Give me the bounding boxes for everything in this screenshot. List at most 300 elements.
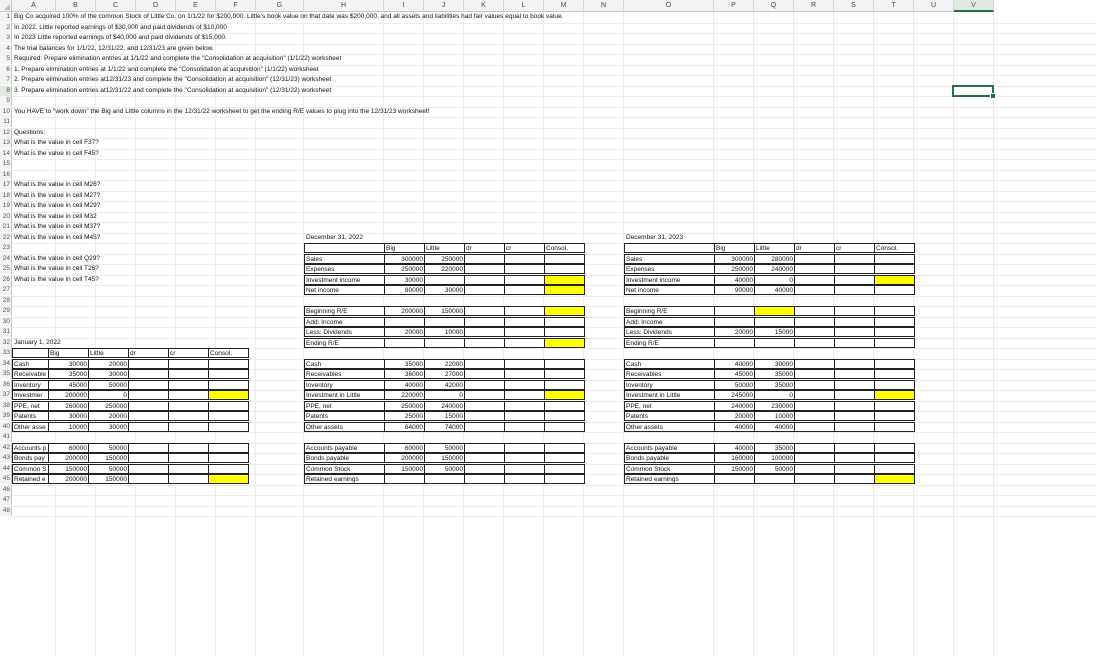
account-label[interactable]: Retained e (12, 474, 49, 484)
value-cell[interactable] (168, 422, 209, 432)
value-cell[interactable]: 30000 (754, 359, 795, 369)
value-cell[interactable] (168, 390, 209, 400)
value-cell[interactable] (874, 411, 915, 421)
column-header-a[interactable]: A (12, 0, 56, 12)
value-cell[interactable] (834, 306, 875, 316)
value-cell[interactable] (834, 327, 875, 337)
value-cell[interactable]: 245000 (714, 390, 755, 400)
value-cell[interactable] (794, 317, 835, 327)
value-cell[interactable]: 150000 (424, 306, 465, 316)
account-label[interactable]: Other assets (624, 422, 715, 432)
value-cell[interactable] (794, 464, 835, 474)
value-cell[interactable]: 30000 (48, 359, 89, 369)
account-label[interactable]: Common Stock (304, 464, 385, 474)
value-cell[interactable]: 64000 (384, 422, 425, 432)
value-cell[interactable] (874, 380, 915, 390)
value-cell[interactable] (424, 275, 465, 285)
value-cell[interactable] (464, 264, 505, 274)
value-cell[interactable]: 50000 (424, 464, 465, 474)
value-cell[interactable]: 220000 (384, 390, 425, 400)
value-cell[interactable] (384, 317, 425, 327)
value-cell[interactable] (504, 411, 545, 421)
account-label[interactable]: Expenses (624, 264, 715, 274)
value-cell[interactable] (464, 401, 505, 411)
account-label[interactable]: Receivable (12, 369, 49, 379)
column-header-g[interactable]: G (256, 0, 304, 12)
row-header-19[interactable]: 19 (0, 201, 12, 211)
row-header-42[interactable]: 42 (0, 443, 12, 453)
value-cell[interactable] (874, 359, 915, 369)
value-cell[interactable] (464, 327, 505, 337)
value-cell[interactable] (754, 474, 795, 484)
value-cell[interactable] (874, 264, 915, 274)
row-header-15[interactable]: 15 (0, 159, 12, 169)
value-cell[interactable]: 50000 (88, 464, 129, 474)
value-cell[interactable]: 30000 (384, 275, 425, 285)
value-cell[interactable] (794, 380, 835, 390)
value-cell[interactable]: 20000 (88, 359, 129, 369)
select-all-corner[interactable] (0, 0, 12, 12)
row-header-16[interactable]: 16 (0, 170, 12, 180)
value-cell[interactable] (464, 422, 505, 432)
row-header-45[interactable]: 45 (0, 474, 12, 484)
value-cell[interactable]: 27000 (424, 369, 465, 379)
value-cell[interactable] (464, 359, 505, 369)
value-cell[interactable] (874, 453, 915, 463)
row-header-36[interactable]: 36 (0, 380, 12, 390)
column-header-u[interactable]: U (914, 0, 954, 12)
value-cell[interactable]: 10000 (48, 422, 89, 432)
value-cell[interactable] (874, 369, 915, 379)
value-cell[interactable] (504, 285, 545, 295)
value-cell[interactable]: 50000 (754, 464, 795, 474)
row-header-46[interactable]: 46 (0, 485, 12, 495)
value-cell[interactable]: 40000 (714, 422, 755, 432)
account-label[interactable]: Bonds pay (12, 453, 49, 463)
row-header-33[interactable]: 33 (0, 348, 12, 358)
value-cell[interactable] (504, 275, 545, 285)
value-cell[interactable] (208, 453, 249, 463)
row-header-6[interactable]: 6 (0, 65, 12, 75)
value-cell[interactable]: 45000 (48, 380, 89, 390)
value-cell[interactable] (794, 369, 835, 379)
value-cell[interactable]: 50000 (424, 443, 465, 453)
value-cell[interactable] (464, 306, 505, 316)
account-label[interactable]: Retained earnings (304, 474, 385, 484)
account-label[interactable]: Inventory (624, 380, 715, 390)
value-cell[interactable] (128, 422, 169, 432)
value-cell[interactable] (464, 275, 505, 285)
value-cell[interactable] (504, 453, 545, 463)
row-header-13[interactable]: 13 (0, 138, 12, 148)
row-header-17[interactable]: 17 (0, 180, 12, 190)
account-label[interactable]: Accounts payable (624, 443, 715, 453)
value-cell[interactable]: 30000 (48, 411, 89, 421)
row-header-32[interactable]: 32 (0, 338, 12, 348)
value-cell[interactable] (208, 380, 249, 390)
value-cell[interactable] (128, 411, 169, 421)
row-header-2[interactable]: 2 (0, 23, 12, 33)
value-cell[interactable]: 100000 (754, 453, 795, 463)
value-cell[interactable] (794, 411, 835, 421)
account-label[interactable]: Cash (624, 359, 715, 369)
value-cell[interactable] (794, 264, 835, 274)
value-cell[interactable]: 30000 (88, 369, 129, 379)
value-cell[interactable] (424, 338, 465, 348)
column-header-p[interactable]: P (714, 0, 754, 12)
row-header-12[interactable]: 12 (0, 128, 12, 138)
column-header-i[interactable]: I (384, 0, 424, 12)
value-cell[interactable] (794, 453, 835, 463)
account-label[interactable]: Add: Income (624, 317, 715, 327)
account-label[interactable]: Net income (624, 285, 715, 295)
value-cell[interactable]: 0 (424, 390, 465, 400)
value-cell[interactable] (794, 285, 835, 295)
value-cell[interactable] (544, 411, 585, 421)
value-cell[interactable] (874, 464, 915, 474)
row-header-43[interactable]: 43 (0, 453, 12, 463)
row-header-48[interactable]: 48 (0, 506, 12, 516)
row-header-39[interactable]: 39 (0, 411, 12, 421)
column-header-r[interactable]: R (794, 0, 834, 12)
value-cell[interactable] (168, 443, 209, 453)
value-cell[interactable] (794, 327, 835, 337)
account-label[interactable]: Bonds payable (624, 453, 715, 463)
value-cell[interactable]: 160000 (714, 453, 755, 463)
value-cell[interactable] (464, 474, 505, 484)
value-cell[interactable] (794, 275, 835, 285)
value-cell[interactable]: 80000 (384, 285, 425, 295)
value-cell[interactable]: 40000 (754, 285, 795, 295)
value-cell[interactable] (168, 369, 209, 379)
value-cell[interactable] (128, 390, 169, 400)
value-cell[interactable]: 35000 (384, 359, 425, 369)
value-cell[interactable] (504, 390, 545, 400)
column-header-b[interactable]: B (56, 0, 96, 12)
value-cell[interactable]: 0 (88, 390, 129, 400)
value-cell[interactable] (794, 306, 835, 316)
value-cell[interactable] (544, 422, 585, 432)
account-label[interactable]: Investment in Little (624, 390, 715, 400)
value-cell[interactable] (504, 380, 545, 390)
value-cell[interactable] (874, 285, 915, 295)
answer-cell[interactable] (874, 390, 915, 400)
value-cell[interactable]: 50000 (88, 380, 129, 390)
value-cell[interactable] (834, 317, 875, 327)
value-cell[interactable] (544, 317, 585, 327)
value-cell[interactable] (834, 264, 875, 274)
account-label[interactable]: Patents (12, 411, 49, 421)
row-header-44[interactable]: 44 (0, 464, 12, 474)
value-cell[interactable] (794, 390, 835, 400)
value-cell[interactable]: 20000 (714, 411, 755, 421)
value-cell[interactable]: 30000 (88, 422, 129, 432)
value-cell[interactable] (128, 474, 169, 484)
value-cell[interactable]: 200000 (384, 306, 425, 316)
value-cell[interactable] (504, 474, 545, 484)
column-header-s[interactable]: S (834, 0, 874, 12)
value-cell[interactable]: 40000 (714, 443, 755, 453)
value-cell[interactable] (504, 264, 545, 274)
value-cell[interactable] (874, 327, 915, 337)
value-cell[interactable] (714, 338, 755, 348)
answer-cell[interactable] (208, 390, 249, 400)
value-cell[interactable]: 40000 (714, 275, 755, 285)
value-cell[interactable]: 35000 (754, 369, 795, 379)
value-cell[interactable]: 260000 (48, 401, 89, 411)
row-header-1[interactable]: 1 (0, 12, 12, 22)
account-label[interactable]: Add: Income (304, 317, 385, 327)
account-label[interactable]: Accounts p (12, 443, 49, 453)
value-cell[interactable] (464, 464, 505, 474)
value-cell[interactable] (504, 464, 545, 474)
value-cell[interactable] (794, 359, 835, 369)
answer-cell[interactable] (544, 285, 585, 295)
value-cell[interactable] (874, 317, 915, 327)
value-cell[interactable] (544, 359, 585, 369)
account-label[interactable]: Investment income (624, 275, 715, 285)
value-cell[interactable]: 150000 (384, 464, 425, 474)
value-cell[interactable] (208, 401, 249, 411)
value-cell[interactable] (544, 327, 585, 337)
row-header-23[interactable]: 23 (0, 243, 12, 253)
row-header-10[interactable]: 10 (0, 107, 12, 117)
value-cell[interactable] (714, 306, 755, 316)
value-cell[interactable] (834, 443, 875, 453)
value-cell[interactable] (504, 338, 545, 348)
row-header-26[interactable]: 26 (0, 275, 12, 285)
value-cell[interactable] (874, 443, 915, 453)
account-label[interactable]: Inventory (304, 380, 385, 390)
value-cell[interactable] (544, 254, 585, 264)
value-cell[interactable] (714, 474, 755, 484)
value-cell[interactable] (168, 453, 209, 463)
account-label[interactable]: Investment income (304, 275, 385, 285)
value-cell[interactable]: 35000 (48, 369, 89, 379)
answer-cell[interactable] (874, 275, 915, 285)
value-cell[interactable] (544, 369, 585, 379)
value-cell[interactable] (834, 359, 875, 369)
value-cell[interactable]: 300000 (714, 254, 755, 264)
value-cell[interactable] (464, 369, 505, 379)
value-cell[interactable]: 250000 (424, 254, 465, 264)
value-cell[interactable]: 20000 (714, 327, 755, 337)
value-cell[interactable] (128, 464, 169, 474)
value-cell[interactable]: 200000 (48, 453, 89, 463)
row-header-41[interactable]: 41 (0, 432, 12, 442)
answer-cell[interactable] (754, 306, 795, 316)
row-header-14[interactable]: 14 (0, 149, 12, 159)
column-header-c[interactable]: C (96, 0, 136, 12)
value-cell[interactable] (128, 443, 169, 453)
value-cell[interactable] (464, 380, 505, 390)
row-header-28[interactable]: 28 (0, 296, 12, 306)
row-header-40[interactable]: 40 (0, 422, 12, 432)
value-cell[interactable] (874, 254, 915, 264)
value-cell[interactable]: 250000 (714, 264, 755, 274)
row-header-31[interactable]: 31 (0, 327, 12, 337)
value-cell[interactable]: 36000 (384, 369, 425, 379)
value-cell[interactable] (834, 464, 875, 474)
value-cell[interactable]: 20000 (384, 327, 425, 337)
value-cell[interactable]: 90000 (714, 285, 755, 295)
account-label[interactable]: Cash (12, 359, 49, 369)
row-header-11[interactable]: 11 (0, 117, 12, 127)
row-header-37[interactable]: 37 (0, 390, 12, 400)
value-cell[interactable] (504, 327, 545, 337)
value-cell[interactable]: 200000 (48, 474, 89, 484)
value-cell[interactable] (834, 254, 875, 264)
value-cell[interactable]: 10000 (754, 411, 795, 421)
account-label[interactable]: Sales (304, 254, 385, 264)
account-label[interactable]: Common S (12, 464, 49, 474)
answer-cell[interactable] (544, 338, 585, 348)
value-cell[interactable]: 250000 (384, 401, 425, 411)
value-cell[interactable] (208, 422, 249, 432)
value-cell[interactable] (834, 338, 875, 348)
account-label[interactable]: Other asse (12, 422, 49, 432)
account-label[interactable]: Other assets (304, 422, 385, 432)
value-cell[interactable] (834, 285, 875, 295)
row-header-22[interactable]: 22 (0, 233, 12, 243)
value-cell[interactable] (544, 401, 585, 411)
account-label[interactable]: PPE, net (12, 401, 49, 411)
value-cell[interactable] (504, 359, 545, 369)
row-header-5[interactable]: 5 (0, 54, 12, 64)
value-cell[interactable]: 10000 (424, 327, 465, 337)
value-cell[interactable]: 30000 (424, 285, 465, 295)
value-cell[interactable] (424, 317, 465, 327)
value-cell[interactable]: 150000 (88, 453, 129, 463)
account-label[interactable]: Retained earnings (624, 474, 715, 484)
value-cell[interactable] (464, 411, 505, 421)
account-label[interactable]: Beginning R/E (304, 306, 385, 316)
value-cell[interactable]: 200000 (48, 390, 89, 400)
value-cell[interactable] (504, 254, 545, 264)
row-header-18[interactable]: 18 (0, 191, 12, 201)
row-header-3[interactable]: 3 (0, 33, 12, 43)
value-cell[interactable] (464, 390, 505, 400)
value-cell[interactable]: 40000 (754, 422, 795, 432)
value-cell[interactable] (504, 369, 545, 379)
value-cell[interactable]: 220000 (424, 264, 465, 274)
row-header-30[interactable]: 30 (0, 317, 12, 327)
value-cell[interactable] (794, 401, 835, 411)
value-cell[interactable] (464, 317, 505, 327)
value-cell[interactable] (834, 275, 875, 285)
value-cell[interactable]: 50000 (88, 443, 129, 453)
value-cell[interactable] (208, 443, 249, 453)
account-label[interactable]: Common Stock (624, 464, 715, 474)
answer-cell[interactable] (874, 474, 915, 484)
value-cell[interactable]: 150000 (48, 464, 89, 474)
account-label[interactable]: Beginning R/E (624, 306, 715, 316)
value-cell[interactable] (544, 474, 585, 484)
value-cell[interactable] (168, 474, 209, 484)
row-header-7[interactable]: 7 (0, 75, 12, 85)
value-cell[interactable]: 250000 (384, 264, 425, 274)
value-cell[interactable]: 240000 (714, 401, 755, 411)
account-label[interactable]: Ending R/E (624, 338, 715, 348)
row-header-24[interactable]: 24 (0, 254, 12, 264)
answer-cell[interactable] (544, 306, 585, 316)
value-cell[interactable]: 22000 (424, 359, 465, 369)
column-header-j[interactable]: J (424, 0, 464, 12)
value-cell[interactable] (834, 401, 875, 411)
value-cell[interactable]: 240000 (754, 264, 795, 274)
value-cell[interactable] (464, 453, 505, 463)
row-header-21[interactable]: 21 (0, 222, 12, 232)
value-cell[interactable]: 200000 (384, 453, 425, 463)
value-cell[interactable]: 50000 (714, 380, 755, 390)
value-cell[interactable] (544, 464, 585, 474)
account-label[interactable]: Accounts payable (304, 443, 385, 453)
value-cell[interactable] (128, 380, 169, 390)
column-header-k[interactable]: K (464, 0, 504, 12)
value-cell[interactable] (464, 254, 505, 264)
value-cell[interactable] (464, 443, 505, 453)
value-cell[interactable] (794, 422, 835, 432)
value-cell[interactable] (834, 474, 875, 484)
value-cell[interactable] (544, 443, 585, 453)
account-label[interactable]: PPE, net (304, 401, 385, 411)
value-cell[interactable] (208, 411, 249, 421)
column-header-d[interactable]: D (136, 0, 176, 12)
value-cell[interactable] (168, 380, 209, 390)
value-cell[interactable] (754, 338, 795, 348)
account-label[interactable]: Ending R/E (304, 338, 385, 348)
row-header-35[interactable]: 35 (0, 369, 12, 379)
value-cell[interactable] (874, 306, 915, 316)
value-cell[interactable] (504, 306, 545, 316)
value-cell[interactable] (874, 422, 915, 432)
account-label[interactable]: PPE, net (624, 401, 715, 411)
value-cell[interactable] (168, 401, 209, 411)
value-cell[interactable] (168, 464, 209, 474)
value-cell[interactable] (714, 317, 755, 327)
value-cell[interactable] (874, 338, 915, 348)
value-cell[interactable] (544, 264, 585, 274)
row-header-4[interactable]: 4 (0, 44, 12, 54)
value-cell[interactable]: 60000 (384, 443, 425, 453)
value-cell[interactable] (168, 411, 209, 421)
value-cell[interactable] (544, 453, 585, 463)
value-cell[interactable] (208, 464, 249, 474)
value-cell[interactable]: 0 (754, 275, 795, 285)
value-cell[interactable]: 45000 (714, 369, 755, 379)
value-cell[interactable]: 230000 (754, 401, 795, 411)
value-cell[interactable] (128, 359, 169, 369)
value-cell[interactable] (834, 422, 875, 432)
value-cell[interactable]: 300000 (384, 254, 425, 264)
column-header-o[interactable]: O (624, 0, 714, 12)
value-cell[interactable]: 280000 (754, 254, 795, 264)
value-cell[interactable] (128, 401, 169, 411)
value-cell[interactable]: 20000 (88, 411, 129, 421)
row-header-47[interactable]: 47 (0, 495, 12, 505)
row-header-8[interactable]: 8 (0, 86, 12, 96)
value-cell[interactable] (504, 401, 545, 411)
value-cell[interactable] (544, 380, 585, 390)
value-cell[interactable]: 15000 (754, 327, 795, 337)
selected-cell[interactable] (952, 85, 994, 98)
value-cell[interactable] (504, 422, 545, 432)
value-cell[interactable]: 0 (754, 390, 795, 400)
column-header-l[interactable]: L (504, 0, 544, 12)
account-label[interactable]: Investmer (12, 390, 49, 400)
value-cell[interactable] (208, 359, 249, 369)
value-cell[interactable] (834, 369, 875, 379)
